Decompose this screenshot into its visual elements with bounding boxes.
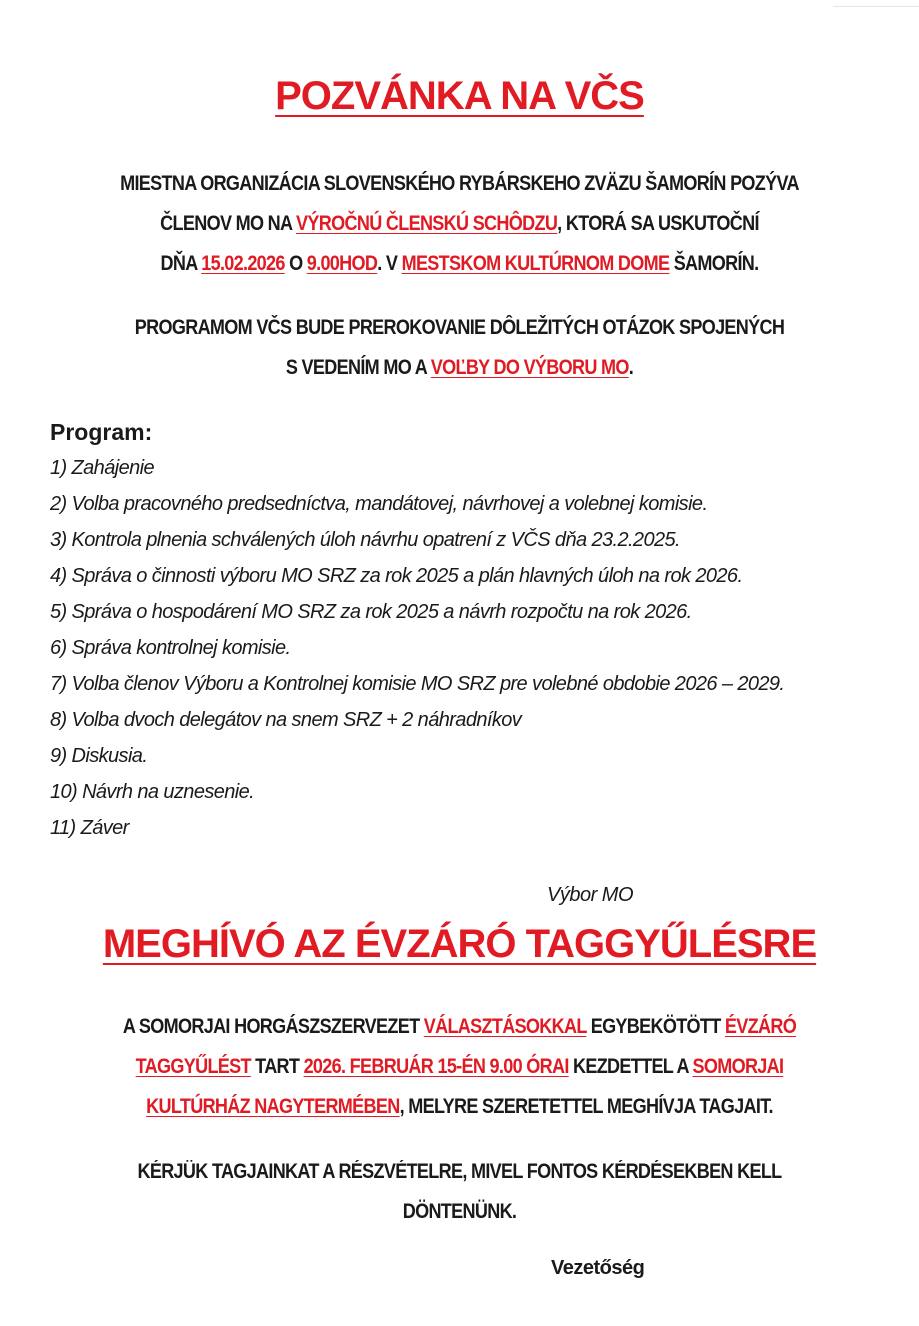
hungarian-signature: Vezetőség	[551, 1257, 645, 1279]
program-item: 5) Správa o hospodárení MO SRZ za rok 2025 a návrh rozpočtu na rok 2026.	[50, 601, 692, 623]
slovak-invitation-paragraph	[64, 164, 854, 284]
hungarian-request-line-2	[64, 1192, 854, 1232]
hungarian-title-text: MEGHÍVÓ AZ ÉVZÁRÓ TAGGYŰLÉSRE	[102, 922, 817, 966]
program-item: 7) Volba členov Výboru a Kontrolnej komisie MO SRZ pre volebné obdobie 2026 – 2029.	[50, 673, 785, 695]
hungarian-line-3	[64, 1087, 854, 1127]
hungarian-request-paragraph	[64, 1152, 854, 1232]
text-span: MIESTNA ORGANIZÁCIA SLOVENSKÉHO RYBÁRSKEHO ZVÄZU ŠAMORÍN POZÝVA	[120, 172, 799, 195]
highlight-time: 9.00HOD	[306, 252, 378, 275]
text-span: .	[628, 356, 634, 379]
corner-mark	[833, 0, 919, 7]
text-span: ŠAMORÍN.	[669, 252, 759, 275]
highlight-meeting-type: VÝROČNÚ ČLENSKÚ SCHÔDZU	[296, 212, 558, 235]
program-item: 11) Záver	[50, 817, 129, 839]
slovak-intro-line-2	[64, 348, 854, 388]
text-span: , MELYRE SZERETETTEL MEGHÍVJA TAGJAIT.	[399, 1095, 773, 1118]
hungarian-title	[0, 922, 919, 967]
highlight-elections: VOĽBY DO VÝBORU MO	[430, 356, 629, 379]
hungarian-line-2	[64, 1047, 854, 1087]
text-span: EGYBEKÖTÖTT	[586, 1015, 725, 1038]
hungarian-invitation-paragraph	[64, 1007, 854, 1127]
text-span: S VEDENÍM MO A	[285, 356, 431, 379]
program-item: 9) Diskusia.	[50, 745, 148, 767]
program-item: 6) Správa kontrolnej komisie.	[50, 637, 291, 659]
slovak-title	[0, 74, 919, 119]
text-span: KEZDETTEL A	[568, 1055, 693, 1078]
text-span: . V	[377, 252, 402, 275]
highlight-venue-hu-2: KULTÚRHÁZ NAGYTERMÉBEN	[146, 1095, 400, 1118]
slovak-title-text: POZVÁNKA NA VČS	[275, 74, 644, 118]
text-span: TART	[250, 1055, 304, 1078]
slovak-signature: Výbor MO	[547, 884, 634, 906]
text-span: O	[284, 252, 307, 275]
text-span: A SOMORJAI HORGÁSZSZERVEZET	[122, 1015, 424, 1038]
highlight-elections-hu: VÁLASZTÁSOKKAL	[423, 1015, 587, 1038]
slovak-line-3	[64, 244, 854, 284]
highlight-meeting-hu: ÉVZÁRÓ	[724, 1015, 797, 1038]
slovak-intro-line-1	[64, 308, 854, 348]
program-list	[50, 414, 910, 846]
slovak-line-1	[64, 164, 854, 204]
program-item: 10) Návrh na uznesenie.	[50, 781, 255, 803]
hungarian-request-line-1	[64, 1152, 854, 1192]
highlight-date: 15.02.2026	[201, 252, 285, 275]
highlight-venue-hu: SOMORJAI	[692, 1055, 784, 1078]
program-item: 4) Správa o činnosti výboru MO SRZ za rok 2025 a plán hlavných úloh na rok 2026.	[50, 565, 743, 587]
program-heading: Program:	[50, 419, 153, 445]
program-item: 2) Volba pracovného predsedníctva, mandátovej, návrhovej a volebnej komisie.	[50, 493, 708, 515]
program-item: 3) Kontrola plnenia schválených úloh návrhu opatrení z VČS dňa 23.2.2025.	[50, 529, 680, 551]
text-span: DÖNTENÜNK.	[402, 1200, 517, 1223]
text-span: KÉRJÜK TAGJAINKAT A RÉSZVÉTELRE, MIVEL FONTOS KÉRDÉSEKBEN KELL	[137, 1160, 782, 1183]
highlight-meeting-hu-2: TAGGYŰLÉST	[135, 1055, 251, 1078]
slovak-program-intro	[64, 308, 854, 388]
text-span: DŇA	[160, 252, 202, 275]
text-span: PROGRAMOM VČS BUDE PREROKOVANIE DÔLEŽITÝCH OTÁZOK SPOJENÝCH	[134, 316, 785, 339]
slovak-line-2	[64, 204, 854, 244]
program-item: 1) Zahájenie	[50, 457, 154, 479]
program-item: 8) Volba dvoch delegátov na snem SRZ + 2 náhradníkov	[50, 709, 522, 731]
highlight-date-hu: 2026. FEBRUÁR 15-ÉN 9.00 ÓRAI	[303, 1055, 569, 1078]
highlight-venue: MESTSKOM KULTÚRNOM DOME	[401, 252, 670, 275]
text-span: , KTORÁ SA USKUTOČNÍ	[557, 212, 759, 235]
hungarian-line-1	[64, 1007, 854, 1047]
text-span: ČLENOV MO NA	[160, 212, 297, 235]
